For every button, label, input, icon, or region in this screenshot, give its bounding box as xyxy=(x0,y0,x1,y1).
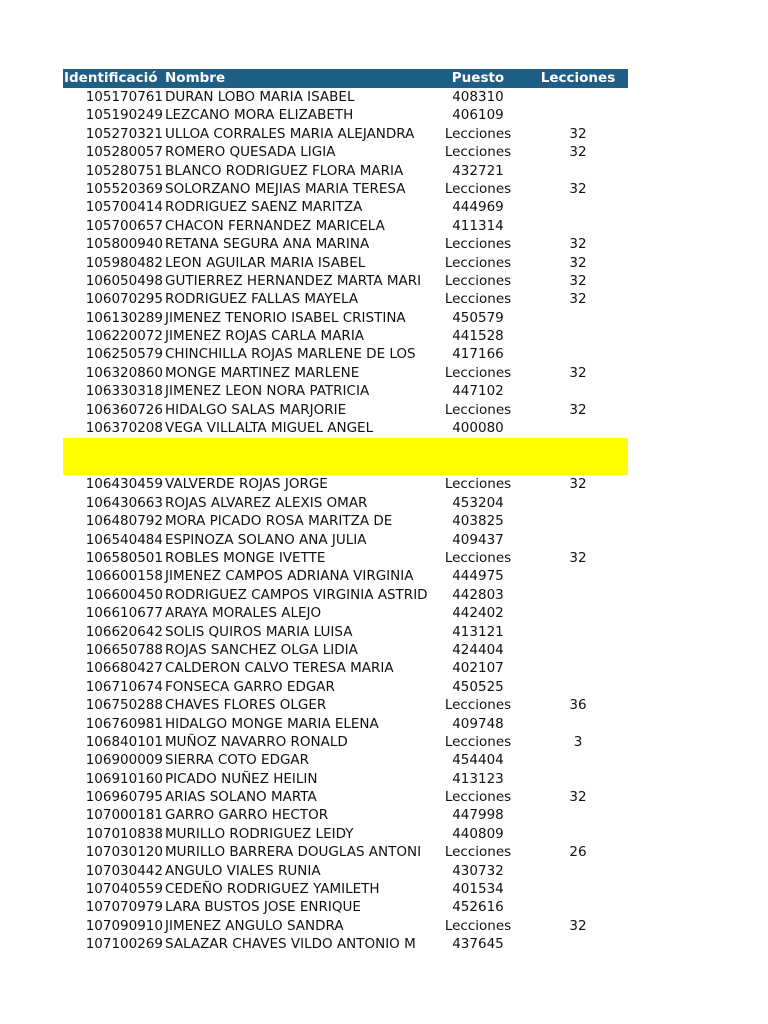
cell-lecciones[interactable] xyxy=(528,217,628,235)
cell-lecciones[interactable] xyxy=(528,382,628,400)
table-row[interactable] xyxy=(63,512,628,530)
cell-id[interactable]: 106710674 xyxy=(85,678,163,695)
cell-name[interactable]: ARAYA MORALES ALEJO xyxy=(165,605,322,622)
table-header xyxy=(63,69,628,88)
cell-lecciones[interactable] xyxy=(528,770,628,788)
header-name[interactable]: Nombre xyxy=(165,70,226,86)
cell-name[interactable]: ROJAS ALVAREZ ALEXIS OMAR xyxy=(165,494,368,511)
cell-id[interactable]: 106330318 xyxy=(85,383,163,400)
table-row[interactable] xyxy=(63,364,628,382)
table-row[interactable] xyxy=(63,825,628,843)
cell-puesto[interactable]: Lecciones xyxy=(444,144,512,161)
table-row[interactable] xyxy=(63,327,628,345)
cell-id[interactable]: 106680427 xyxy=(85,660,163,677)
cell-name[interactable]: ROBLES MONGE IVETTE xyxy=(165,549,326,566)
cell-name[interactable]: GUTIERREZ HERNANDEZ MARTA MARI xyxy=(165,272,422,289)
cell-lecciones[interactable] xyxy=(528,751,628,769)
cell-puesto[interactable]: Lecciones xyxy=(444,401,512,418)
cell-lecciones[interactable] xyxy=(528,825,628,843)
cell-name[interactable]: CHAVES FLORES OLGER xyxy=(165,697,327,714)
cell-puesto[interactable]: 447998 xyxy=(452,807,504,824)
cell-lecciones[interactable]: 32 xyxy=(569,364,587,381)
cell-id[interactable]: 106600450 xyxy=(85,586,163,603)
table-row[interactable] xyxy=(63,567,628,585)
table-row[interactable] xyxy=(63,290,628,308)
cell-name[interactable]: BLANCO RODRIGUEZ FLORA MARIA xyxy=(165,162,404,179)
cell-puesto[interactable]: 444975 xyxy=(452,568,504,585)
cell-puesto[interactable]: Lecciones xyxy=(444,272,512,289)
cell-name[interactable]: JIMENEZ TENORIO ISABEL CRISTINA xyxy=(165,309,406,326)
cell-puesto[interactable]: 403825 xyxy=(452,513,504,530)
cell-puesto[interactable]: Lecciones xyxy=(444,291,512,308)
cell-id[interactable]: 106650788 xyxy=(85,641,163,658)
table-row[interactable] xyxy=(63,604,628,622)
table-row[interactable] xyxy=(63,806,628,824)
table-row[interactable] xyxy=(63,494,628,512)
cell-puesto[interactable]: Lecciones xyxy=(444,549,512,566)
cell-puesto[interactable]: 400080 xyxy=(452,420,504,437)
cell-id[interactable]: 107030442 xyxy=(85,862,163,879)
cell-id[interactable]: 106750288 xyxy=(85,697,163,714)
cell-name[interactable]: RETANA SEGURA ANA MARINA xyxy=(165,236,370,253)
table-row[interactable] xyxy=(63,862,628,880)
cell-name[interactable]: CHACON FERNANDEZ MARICELA xyxy=(165,217,385,234)
cell-name[interactable]: JIMENEZ LEON NORA PATRICIA xyxy=(165,383,370,400)
cell-lecciones[interactable]: 32 xyxy=(569,236,587,253)
cell-puesto[interactable]: Lecciones xyxy=(444,254,512,271)
cell-puesto[interactable]: Lecciones xyxy=(444,697,512,714)
table-row[interactable] xyxy=(63,272,628,290)
cell-puesto[interactable]: Lecciones xyxy=(444,789,512,806)
cell-puesto[interactable]: Lecciones xyxy=(444,236,512,253)
cell-lecciones[interactable] xyxy=(528,659,628,677)
cell-name[interactable]: MURILLO BARRERA DOUGLAS ANTONI xyxy=(165,844,422,861)
cell-lecciones[interactable] xyxy=(528,106,628,124)
table-row[interactable] xyxy=(63,180,628,198)
cell-lecciones[interactable]: 26 xyxy=(569,844,587,861)
cell-name[interactable]: MUÑOZ NAVARRO RONALD xyxy=(165,733,348,750)
cell-name[interactable]: ARIAS SOLANO MARTA xyxy=(165,789,317,806)
cell-id[interactable]: 106960795 xyxy=(85,789,163,806)
cell-lecciones[interactable]: 32 xyxy=(569,291,587,308)
cell-id[interactable]: 106370208 xyxy=(85,420,163,437)
cell-puesto[interactable]: 442803 xyxy=(452,586,504,603)
cell-id[interactable]: 105980482 xyxy=(85,254,163,271)
cell-puesto[interactable]: 430732 xyxy=(452,862,504,879)
cell-name[interactable]: SOLORZANO MEJIAS MARIA TERESA xyxy=(165,180,406,197)
cell-puesto[interactable]: 408310 xyxy=(452,89,504,105)
cell-lecciones[interactable] xyxy=(528,512,628,530)
cell-puesto[interactable]: 409437 xyxy=(452,531,504,548)
cell-lecciones[interactable] xyxy=(528,345,628,363)
table-row[interactable] xyxy=(63,880,628,898)
cell-lecciones[interactable] xyxy=(528,935,628,953)
cell-puesto[interactable]: Lecciones xyxy=(444,180,512,197)
cell-id[interactable]: 106760981 xyxy=(85,715,163,732)
cell-puesto[interactable]: 424404 xyxy=(452,641,504,658)
cell-lecciones[interactable] xyxy=(528,309,628,327)
cell-id[interactable]: 106220072 xyxy=(85,328,163,345)
cell-name[interactable]: RODRIGUEZ CAMPOS VIRGINIA ASTRID xyxy=(165,586,428,603)
table-row[interactable] xyxy=(63,843,628,861)
cell-puesto[interactable]: Lecciones xyxy=(444,733,512,750)
cell-id[interactable]: 106430459 xyxy=(85,476,163,493)
table-row[interactable] xyxy=(63,659,628,677)
cell-id[interactable]: 106910160 xyxy=(85,770,163,787)
table-row[interactable] xyxy=(63,143,628,161)
cell-id[interactable]: 105700657 xyxy=(85,217,163,234)
cell-lecciones[interactable] xyxy=(528,898,628,916)
cell-lecciones[interactable]: 36 xyxy=(569,697,587,714)
cell-lecciones[interactable] xyxy=(528,419,628,437)
cell-id[interactable]: 105280057 xyxy=(85,144,163,161)
cell-name[interactable]: SOLIS QUIROS MARIA LUISA xyxy=(165,623,353,640)
cell-id[interactable]: 106480792 xyxy=(85,513,163,530)
cell-id[interactable]: 106600158 xyxy=(85,568,163,585)
cell-id[interactable]: 105520369 xyxy=(85,180,163,197)
table-row[interactable] xyxy=(63,531,628,549)
table-row[interactable] xyxy=(63,125,628,143)
cell-name[interactable]: RODRIGUEZ SAENZ MARITZA xyxy=(165,199,363,216)
cell-id[interactable]: 106360726 xyxy=(85,401,163,418)
cell-lecciones[interactable] xyxy=(528,162,628,180)
cell-name[interactable]: ULLOA CORRALES MARIA ALEJANDRA xyxy=(165,125,415,142)
cell-lecciones[interactable]: 32 xyxy=(569,144,587,161)
cell-name[interactable]: JIMENEZ ANGULO SANDRA xyxy=(165,917,344,934)
cell-id[interactable]: 106250579 xyxy=(85,346,163,363)
cell-lecciones[interactable]: 32 xyxy=(569,180,587,197)
cell-puesto[interactable]: Lecciones xyxy=(444,364,512,381)
cell-puesto[interactable]: 440809 xyxy=(452,825,504,842)
cell-lecciones[interactable] xyxy=(528,327,628,345)
rows-bottom xyxy=(63,475,628,953)
table-row[interactable] xyxy=(63,235,628,253)
cell-lecciones[interactable]: 32 xyxy=(569,272,587,289)
cell-name[interactable]: DURAN LOBO MARIA ISABEL xyxy=(165,89,355,105)
cell-puesto[interactable]: 432721 xyxy=(452,162,504,179)
cell-lecciones[interactable]: 32 xyxy=(569,125,587,142)
cell-name[interactable]: GARRO GARRO HECTOR xyxy=(165,807,329,824)
cell-name[interactable]: RODRIGUEZ FALLAS MAYELA xyxy=(165,291,359,308)
cell-lecciones[interactable] xyxy=(528,586,628,604)
cell-id[interactable]: 107070979 xyxy=(85,899,163,916)
table-row[interactable] xyxy=(63,715,628,733)
cell-name[interactable]: SIERRA COTO EDGAR xyxy=(165,752,310,769)
table-row[interactable] xyxy=(63,770,628,788)
cell-puesto[interactable]: Lecciones xyxy=(444,917,512,934)
cell-id[interactable]: 107000181 xyxy=(85,807,163,824)
cell-name[interactable]: ROMERO QUESADA LIGIA xyxy=(165,144,336,161)
cell-puesto[interactable]: 447102 xyxy=(452,383,504,400)
table-row[interactable] xyxy=(63,788,628,806)
cell-name[interactable]: MONGE MARTINEZ MARLENE xyxy=(165,364,360,381)
cell-puesto[interactable]: Lecciones xyxy=(444,844,512,861)
cell-id[interactable]: 106070295 xyxy=(85,291,163,308)
cell-lecciones[interactable]: 32 xyxy=(569,476,587,493)
cell-id[interactable]: 106620642 xyxy=(85,623,163,640)
table-row[interactable] xyxy=(63,309,628,327)
cell-name[interactable]: JIMENEZ CAMPOS ADRIANA VIRGINIA xyxy=(165,568,414,585)
cell-puesto[interactable]: 444969 xyxy=(452,199,504,216)
table-row[interactable] xyxy=(63,419,628,437)
cell-id[interactable]: 105800940 xyxy=(85,236,163,253)
cell-name[interactable]: HIDALGO MONGE MARIA ELENA xyxy=(165,715,379,732)
cell-id[interactable]: 106320860 xyxy=(85,364,163,381)
table-row[interactable] xyxy=(63,549,628,567)
cell-puesto[interactable]: Lecciones xyxy=(444,476,512,493)
cell-id[interactable]: 107090910 xyxy=(85,917,163,934)
cell-lecciones[interactable] xyxy=(528,880,628,898)
table-row[interactable] xyxy=(63,733,628,751)
cell-name[interactable]: LEON AGUILAR MARIA ISABEL xyxy=(165,254,366,271)
cell-name[interactable]: VALVERDE ROJAS JORGE xyxy=(165,476,328,493)
header-id[interactable]: Identificació xyxy=(64,70,158,86)
cell-name[interactable]: PICADO NUÑEZ HEILIN xyxy=(165,770,318,787)
cell-puesto[interactable]: 417166 xyxy=(452,346,504,363)
table-row[interactable] xyxy=(63,917,628,935)
cell-lecciones[interactable] xyxy=(528,604,628,622)
table-row[interactable] xyxy=(63,162,628,180)
cell-puesto[interactable]: 409748 xyxy=(452,715,504,732)
cell-lecciones[interactable] xyxy=(528,88,628,106)
cell-puesto[interactable]: 450525 xyxy=(452,678,504,695)
cell-id[interactable]: 107100269 xyxy=(85,936,163,953)
cell-lecciones[interactable]: 32 xyxy=(569,254,587,271)
table-row[interactable] xyxy=(63,106,628,124)
cell-lecciones[interactable]: 32 xyxy=(569,401,587,418)
cell-lecciones[interactable]: 32 xyxy=(569,917,587,934)
table-row[interactable] xyxy=(63,254,628,272)
cell-id[interactable]: 105280751 xyxy=(85,162,163,179)
cell-name[interactable]: VEGA VILLALTA MIGUEL ANGEL xyxy=(165,420,374,437)
header-puesto[interactable]: Puesto xyxy=(451,70,505,86)
table-row[interactable] xyxy=(63,401,628,419)
table-row[interactable] xyxy=(63,382,628,400)
table-row[interactable] xyxy=(63,586,628,604)
cell-id[interactable]: 107010838 xyxy=(85,825,163,842)
cell-puesto[interactable]: 441528 xyxy=(452,328,504,345)
cell-lecciones[interactable]: 32 xyxy=(569,549,587,566)
cell-id[interactable]: 106130289 xyxy=(85,309,163,326)
cell-id[interactable]: 105190249 xyxy=(85,107,163,124)
cell-id[interactable]: 106610677 xyxy=(85,605,163,622)
cell-name[interactable]: ESPINOZA SOLANO ANA JULIA xyxy=(165,531,367,548)
cell-name[interactable]: MORA PICADO ROSA MARITZA DE xyxy=(165,513,393,530)
table-row[interactable] xyxy=(63,678,628,696)
cell-puesto[interactable]: 413123 xyxy=(452,770,504,787)
cell-name[interactable]: LARA BUSTOS JOSE ENRIQUE xyxy=(165,899,361,916)
cell-puesto[interactable]: 453204 xyxy=(452,494,504,511)
header-lecciones[interactable]: Lecciones xyxy=(540,70,616,86)
cell-name[interactable]: ANGULO VIALES RUNIA xyxy=(165,862,321,879)
cell-puesto[interactable]: Lecciones xyxy=(444,125,512,142)
cell-lecciones[interactable] xyxy=(528,494,628,512)
rows-top xyxy=(63,88,628,437)
cell-puesto[interactable]: 402107 xyxy=(452,660,504,677)
cell-name[interactable]: JIMENEZ ROJAS CARLA MARIA xyxy=(165,328,365,345)
cell-lecciones[interactable] xyxy=(528,862,628,880)
cell-name[interactable]: ROJAS SANCHEZ OLGA LIDIA xyxy=(165,641,358,658)
cell-id[interactable]: 105700414 xyxy=(85,199,163,216)
highlighted-empty-row[interactable] xyxy=(63,438,628,475)
table-row[interactable] xyxy=(63,345,628,363)
cell-lecciones[interactable] xyxy=(528,623,628,641)
cell-puesto[interactable]: 401534 xyxy=(452,881,504,898)
table-row[interactable] xyxy=(63,217,628,235)
cell-id[interactable]: 106430663 xyxy=(85,494,163,511)
cell-puesto[interactable]: 411314 xyxy=(452,217,504,234)
cell-lecciones[interactable] xyxy=(528,678,628,696)
cell-lecciones[interactable] xyxy=(528,715,628,733)
cell-name[interactable]: HIDALGO SALAS MARJORIE xyxy=(165,401,347,418)
cell-id[interactable]: 106050498 xyxy=(85,272,163,289)
table-row[interactable] xyxy=(63,696,628,714)
cell-id[interactable]: 105270321 xyxy=(85,125,163,142)
cell-id[interactable]: 105170761 xyxy=(85,89,163,105)
cell-puesto[interactable]: 450579 xyxy=(452,309,504,326)
spreadsheet-table xyxy=(63,69,628,954)
cell-lecciones[interactable] xyxy=(528,806,628,824)
cell-lecciones[interactable] xyxy=(528,531,628,549)
cell-lecciones[interactable] xyxy=(528,198,628,216)
cell-id[interactable]: 106580501 xyxy=(85,549,163,566)
cell-puesto[interactable]: 452616 xyxy=(452,899,504,916)
cell-id[interactable]: 106900009 xyxy=(85,752,163,769)
cell-puesto[interactable]: 413121 xyxy=(452,623,504,640)
cell-id[interactable]: 106540484 xyxy=(85,531,163,548)
cell-id[interactable]: 107040559 xyxy=(85,881,163,898)
cell-name[interactable]: CEDEÑO RODRIGUEZ YAMILETH xyxy=(165,881,380,898)
cell-lecciones[interactable]: 3 xyxy=(573,733,583,750)
table-row[interactable] xyxy=(63,935,628,953)
cell-name[interactable]: CHINCHILLA ROJAS MARLENE DE LOS xyxy=(165,346,416,363)
table-row[interactable] xyxy=(63,623,628,641)
cell-lecciones[interactable]: 32 xyxy=(569,789,587,806)
table-row[interactable] xyxy=(63,751,628,769)
cell-id[interactable]: 106840101 xyxy=(85,733,163,750)
table-row[interactable] xyxy=(63,198,628,216)
cell-puesto[interactable]: 442402 xyxy=(452,605,504,622)
cell-name[interactable]: LEZCANO MORA ELIZABETH xyxy=(165,107,354,124)
cell-lecciones[interactable] xyxy=(528,641,628,659)
cell-name[interactable]: CALDERON CALVO TERESA MARIA xyxy=(165,660,394,677)
cell-puesto[interactable]: 437645 xyxy=(452,936,504,953)
table-row[interactable] xyxy=(63,88,628,106)
table-row[interactable] xyxy=(63,898,628,916)
cell-name[interactable]: MURILLO RODRIGUEZ LEIDY xyxy=(165,825,354,842)
cell-lecciones[interactable] xyxy=(528,567,628,585)
table-row[interactable] xyxy=(63,641,628,659)
table-row[interactable] xyxy=(63,475,628,493)
cell-name[interactable]: SALAZAR CHAVES VILDO ANTONIO M xyxy=(165,936,416,953)
cell-id[interactable]: 107030120 xyxy=(85,844,163,861)
cell-name[interactable]: FONSECA GARRO EDGAR xyxy=(165,678,335,695)
cell-puesto[interactable]: 454404 xyxy=(452,752,504,769)
cell-puesto[interactable]: 406109 xyxy=(452,107,504,124)
